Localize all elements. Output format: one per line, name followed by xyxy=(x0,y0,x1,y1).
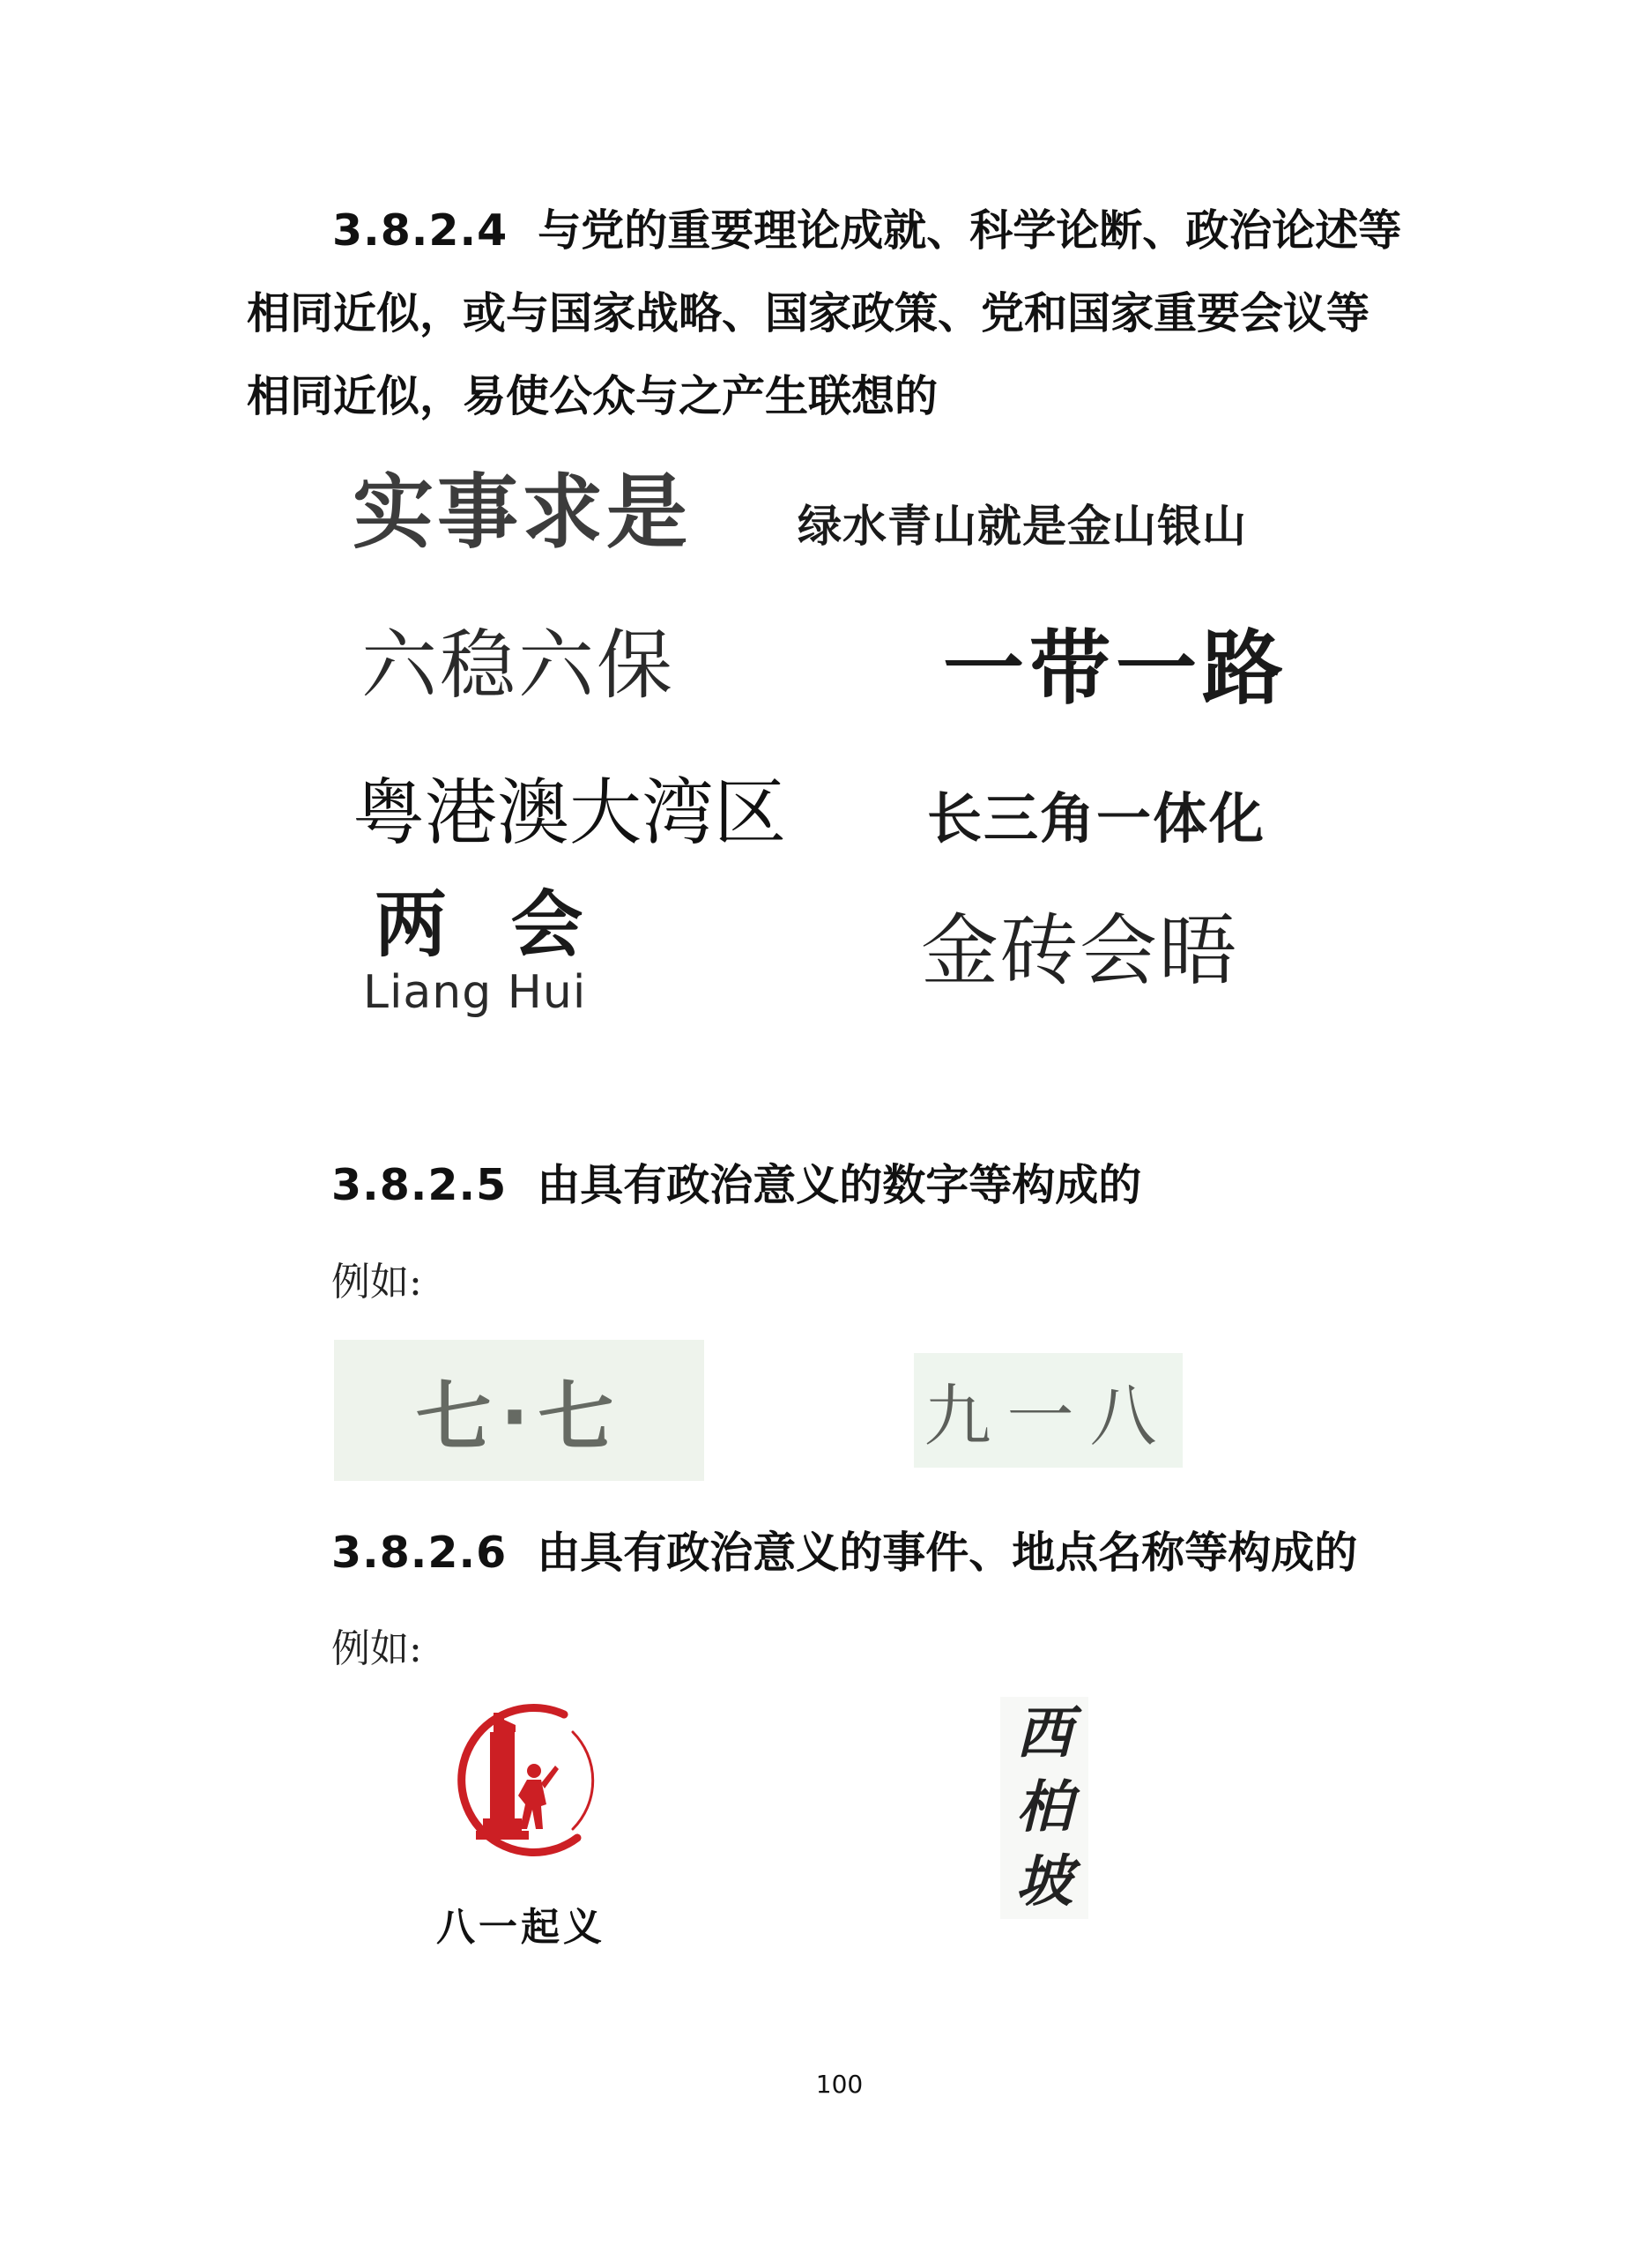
trademark-lianghui: 两 会 xyxy=(375,882,603,967)
section-3826-heading xyxy=(331,1512,1357,1595)
trademark-bayiqiyi: 八一起义 xyxy=(436,1905,605,1950)
example-label: 例如: xyxy=(331,1626,422,1671)
xibaipo-char-3: 坡 xyxy=(1016,1848,1073,1915)
example-label: 例如: xyxy=(331,1260,422,1305)
trademark-shishiqiushi: 实事求是 xyxy=(353,465,692,560)
trademark-changsanjiao: 长三角一体化 xyxy=(927,786,1266,851)
trademark-yuegangao: 粤港澳大湾区 xyxy=(353,771,787,855)
section-title: 由具有政治意义的数字等构成的 xyxy=(537,1160,1142,1210)
section-3825-heading xyxy=(331,1144,1141,1227)
trademark-jiuyiba: 九一八 xyxy=(914,1353,1183,1468)
xibaipo-char-2: 柏 xyxy=(1016,1774,1073,1840)
trademark-yidaiyilu: 一带一路 xyxy=(943,621,1289,716)
trademark-liuwenliubao: 六稳六保 xyxy=(361,621,675,710)
bayi-logo-icon xyxy=(432,1697,612,1904)
section-3824-heading xyxy=(247,190,1410,438)
trademark-xibaipo xyxy=(1000,1697,1088,1919)
trademark-lvshuiqingshan: 绿水青山就是金山银山 xyxy=(798,500,1247,552)
section-title: 由具有政治意义的事件、地点名称等构成的 xyxy=(537,1528,1358,1578)
xibaipo-char-1: 西 xyxy=(1016,1700,1073,1766)
section-title: 与党的重要理论成就、科学论断、政治论述等相同近似，或与国家战略、国家政策、党和国家重要会议等相同近似，易使公众与之产生联想的 xyxy=(247,205,1402,421)
section-number: 3.8.2.4 xyxy=(332,205,508,256)
trademark-qiqi: 七·七 xyxy=(334,1340,704,1481)
trademark-jinzhuan: 金砖会晤 xyxy=(921,905,1239,996)
trademark-lianghui-pinyin: Liang Hui xyxy=(363,966,587,1019)
page-number: 100 xyxy=(815,2070,864,2099)
section-number: 3.8.2.5 xyxy=(331,1160,508,1210)
section-number: 3.8.2.6 xyxy=(331,1528,508,1578)
